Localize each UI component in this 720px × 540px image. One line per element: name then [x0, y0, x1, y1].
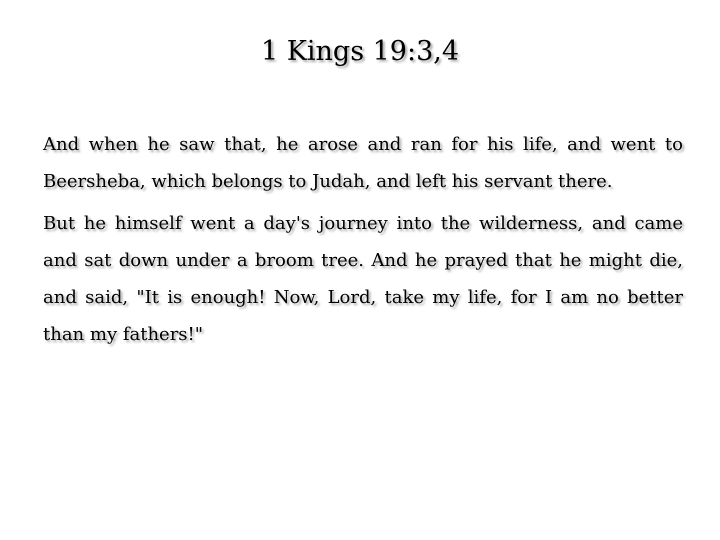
verse-paragraph: But he himself went a day's journey into the wilderness, and came and sat down under a broom tree. And he prayed that he might die, and said, "It is enough! Now, Lord, take my life, for I am no better than my fathers!" — [43, 213, 683, 345]
verse-paragraph: And when he saw that, he arose and ran for his life, and went to Beersheba, which belongs to Judah, and left his servant there. — [43, 134, 683, 192]
slide-title: 1 Kings 19:3,4 — [260, 36, 460, 67]
scripture-body — [43, 126, 683, 358]
